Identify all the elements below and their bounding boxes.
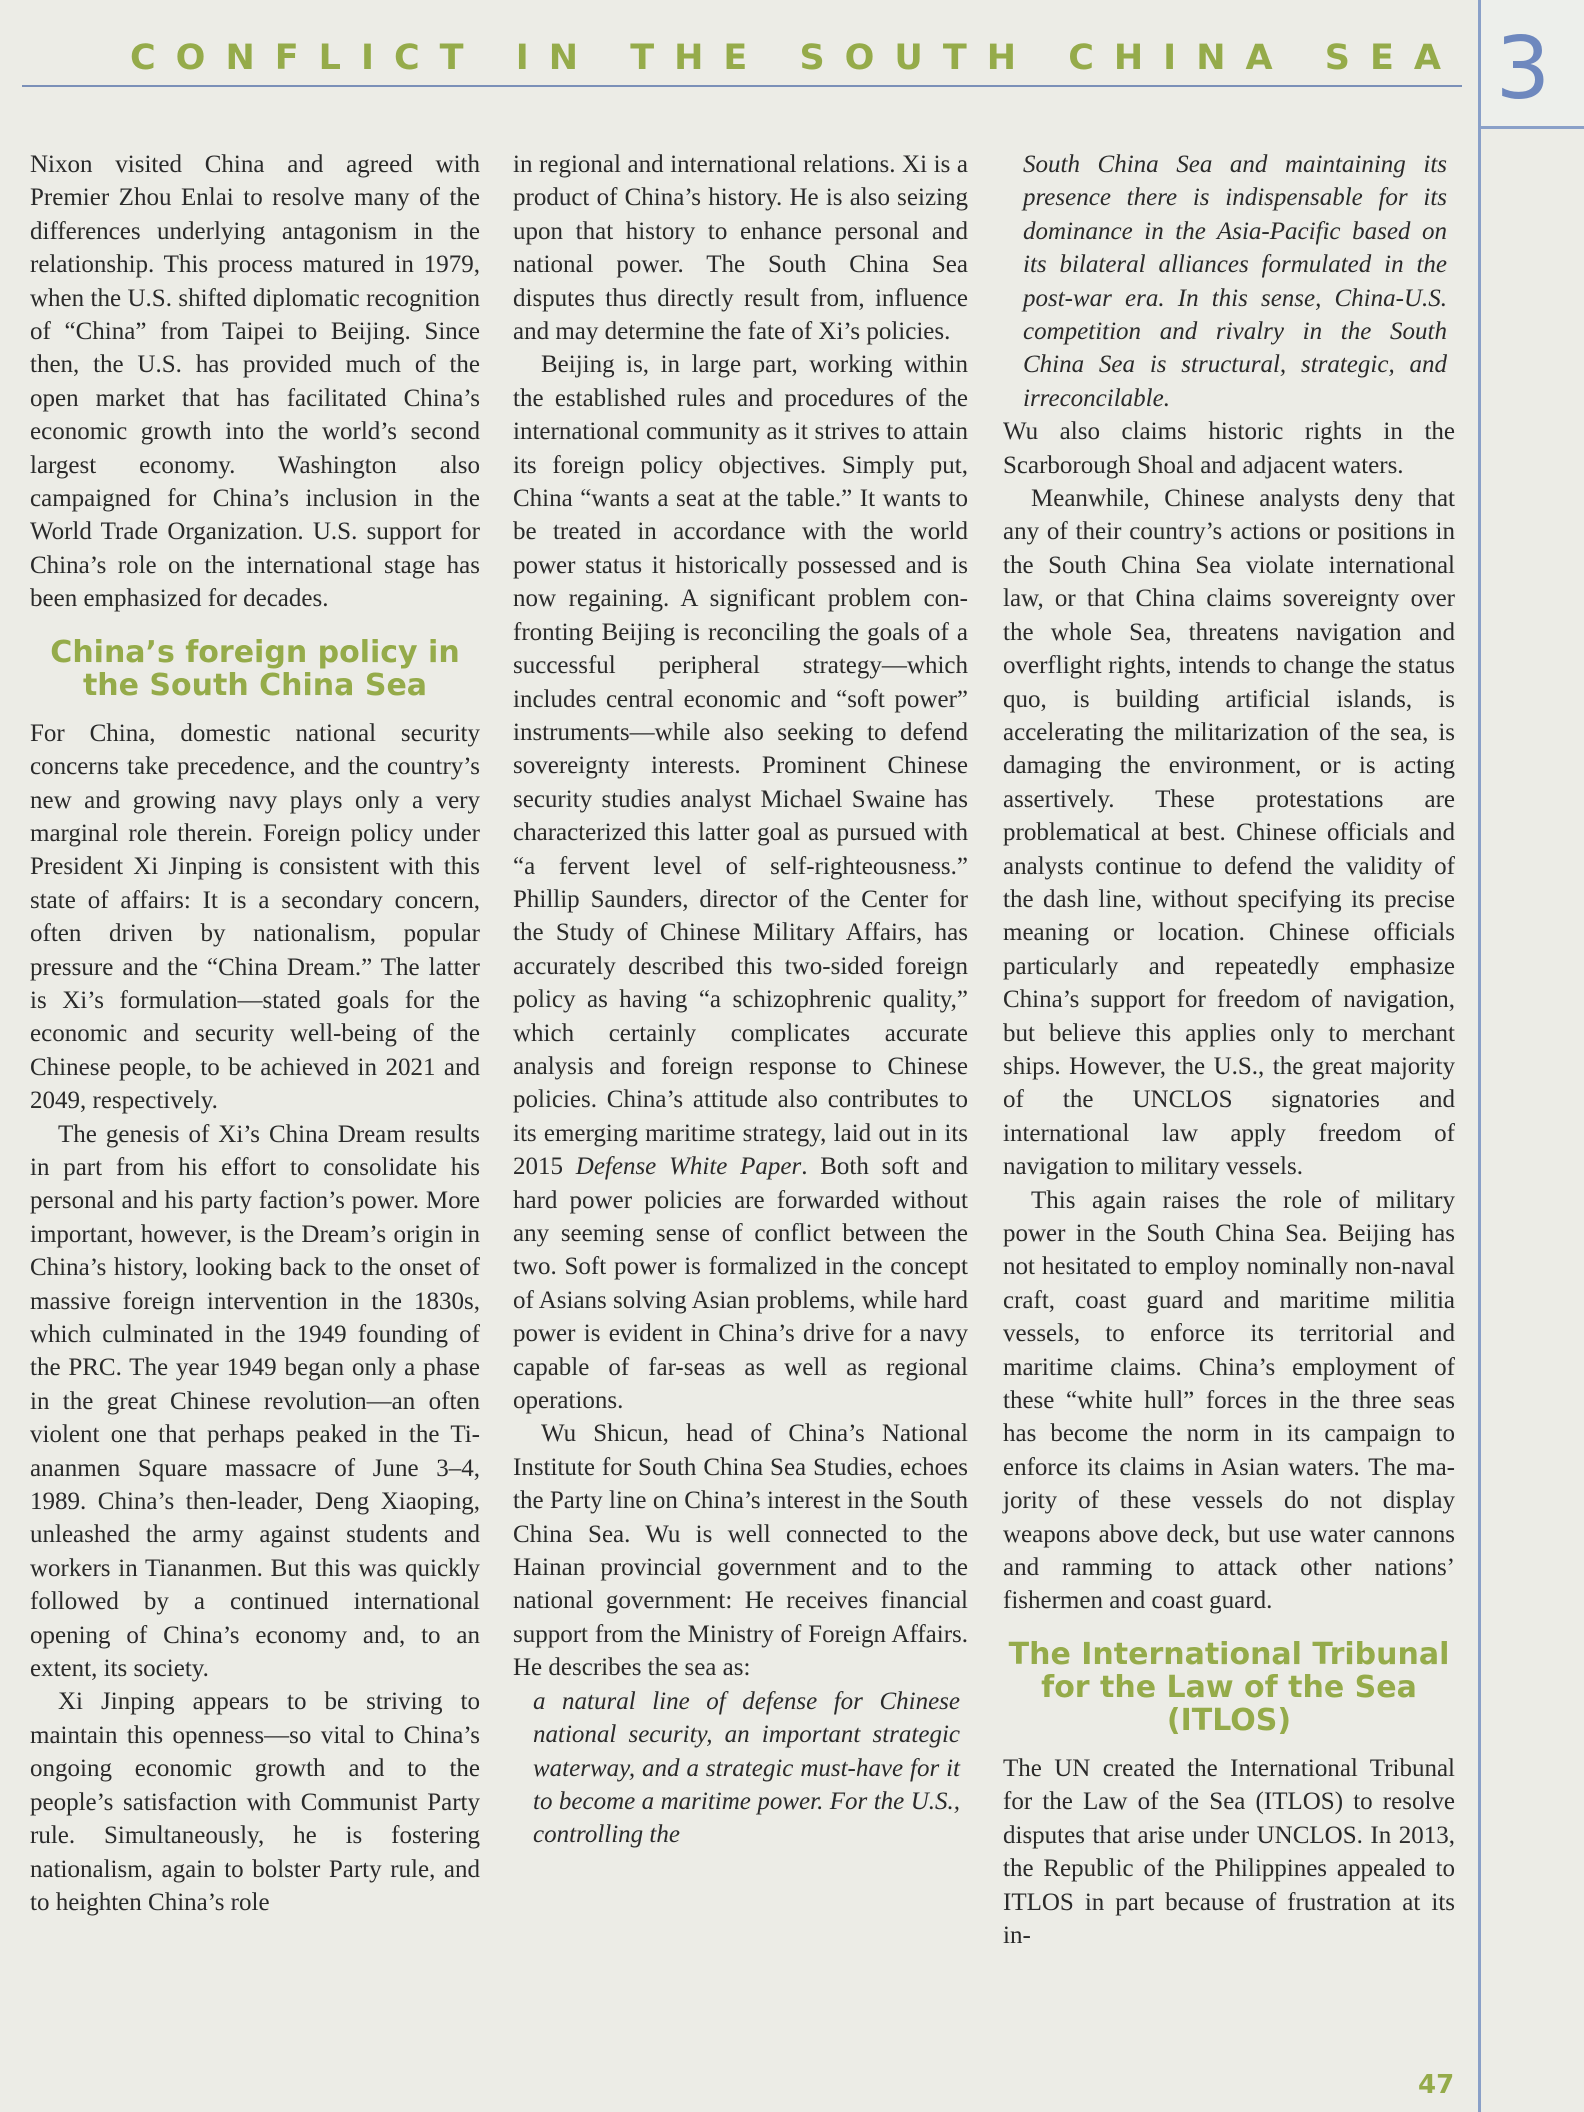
paragraph: The UN created the International Tribunal for the Law of the Sea (ITLOS) to resolve disputes that arise under UNCLOS. In 2013, the Republic of the Philippines appealed to ITLOS in part because of frustration at its in- — [1003, 1754, 1455, 1949]
running-header-title: CONFLICT IN THE SOUTH CHINA SEA — [130, 38, 1461, 78]
block-quote: South China Sea and maintaining its presence there is indispensable for its dominance in the Asia-Pacific based on its bilateral alliances formulated in the post-war era. In this sense, China-U.S. competition and rivalry in the South China Sea is structural, strategic, and irreconcilable. — [1023, 151, 1447, 412]
paragraph: For China, domestic national security concerns take precedence, and the country’s new and growing navy plays only a very marginal role therein. Foreign policy under President Xi Jinping is consistent with this state of affairs: It is a secondary concern, often driven by nationalism, popular pressure and the “China Dream.” The latter is Xi’s formulation—stated goals for the economic and security well-being of the Chinese people, to be achieved in 2021 and 2049, respectively. — [30, 719, 480, 1115]
paragraph: Wu Shicun, head of China’s National Institute for South China Sea Studies, echoes the Party line on China’s interest in the South China Sea. Wu is well connected to the Hainan provincial government and to the national government: He receives financial support from the Ministry of Foreign Affairs. He describes the sea as: — [513, 1420, 968, 1682]
paragraph: This again raises the role of military power in the South China Sea. Beijing has not hesitated to employ nominally non-naval craft, coast guard and maritime militia vessels, to enforce its territorial and maritime claims. China’s employment of these “white hull” forces in the three seas has become the norm in its campaign to enforce its claims in Asian waters. The majority of these vessels do not display weapons above deck, but use water cannons and ramming to attack other nations’ fishermen and coast guard. — [1003, 1186, 1455, 1615]
header-rule — [22, 85, 1462, 87]
paragraph: in regional and international relations. Xi is a product of China’s history. He is also seizing upon that history to enhance personal and national power. The South China Sea disputes thus directly result from, influence and may determine the fate of Xi’s policies. — [513, 151, 968, 346]
block-quote: a natural line of defense for Chinese national security, an important strategic waterway, and a strategic must-have for it to become a maritime power. For the U.S., controlling the — [533, 1687, 960, 1849]
paragraph-text: Beijing is, in large part, working within the established rules and procedures of the international community as it strives to attain its foreign policy objectives. Simply put, China “wants a seat at the table.” It wants to be treated in accordance with the world power status it historically possessed and is now regaining. A significant problem confronting Beijing is reconciling the goals of a successful peripheral strategy—which includes central economic and “soft power” instruments—while also seeking to defend sovereignty interests. Prominent Chinese security studies analyst Michael Swaine has characterized this latter goal as pursued with “a fervent level of self-righteousness.” Phillip Saunders, director of the Center for the Study of Chinese Military Affairs, has accurately described this two-sided foreign policy as having “a schizophrenic quality,” which certainly complicates accurate analysis and foreign response to Chinese policies. China’s attitude also contributes to its emerging maritime strategy, laid out in its 2015 — [513, 351, 968, 1181]
paragraph: Nixon visited China and agreed with Premier Zhou Enlai to resolve many of the differences underlying antagonism in the relationship. This process matured in 1979, when the U.S. shifted diplomatic recognition of “China” from Taipei to Beijing. Since then, the U.S. has provided much of the open market that has facilitated China’s economic growth into the world’s second largest economy. Washington also campaigned for China’s inclusion in the World Trade Organization. U.S. support for China’s role on the international stage has been emphasized for decades. — [30, 151, 480, 613]
margin-rule — [1478, 126, 1481, 2112]
paragraph: Xi Jinping appears to be striving to maintain this openness—so vital to China’s ongoing economic growth and to the people’s satisfaction with Communist Party rule. Simultaneously, he is fostering nationalism, again to bolster Party rule, and to heighten China’s role — [30, 1688, 480, 1916]
column-2 — [513, 148, 968, 1852]
section-heading: The International Tribunal for the Law of the Sea (ITLOS) — [1008, 1636, 1450, 1738]
paragraph: The genesis of Xi’s China Dream results in part from his effort to consolidate his personal and his party faction’s power. More important, however, is the Dream’s origin in China’s history, looking back to the onset of massive foreign intervention in the 1830s, which culminated in the 1949 founding of the PRC. The year 1949 began only a phase in the great Chinese revolution—an often violent one that perhaps peaked in the Tiananmen Square massacre of June 3–4, 1989. China’s then-leader, Deng Xiaoping, unleashed the army against students and workers in Tiananmen. But this was quickly followed by a continued international opening of China’s economy and, to an extent, its society. — [30, 1120, 480, 1683]
paragraph: Wu also claims historic rights in the Scarborough Shoal and adjacent waters. — [1003, 418, 1455, 479]
paragraph: Meanwhile, Chinese analysts deny that any of their country’s actions or positions in the South China Sea violate international law, or that China claims sovereignty over the whole Sea, threatens navigation and overflight rights, intends to change the status quo, is building artificial islands, is accelerating the militarization of the sea, is damaging the environment, or is acting assertively. These protestations are problematical at best. Chinese officials and analysts continue to defend the validity of the dash line, without specifying its precise meaning or location. Chinese officials particularly and repeatedly emphasize China’s support for freedom of navigation, but believe this applies only to merchant ships. However, the U.S., the great majority of the UNCLOS signatories and international law apply freedom of navigation to military vessels. — [1003, 485, 1455, 1181]
paragraph — [513, 348, 968, 1417]
chapter-number: 3 — [1495, 19, 1551, 119]
column-1 — [30, 148, 480, 1919]
paragraph-text: . Both soft and hard power policies are forwarded without any seeming sense of conflict between the two. Soft power is formalized in the concept of Asians solving Asian problems, while hard power is evident in China’s drive for a navy capable of far-seas as well as regional operations. — [513, 1153, 968, 1415]
book-title: Defense White Paper — [575, 1153, 802, 1181]
section-heading: China’s foreign policy in the South China Sea — [50, 634, 460, 703]
column-3 — [1003, 148, 1455, 1952]
page-number: 47 — [1418, 2070, 1455, 2100]
